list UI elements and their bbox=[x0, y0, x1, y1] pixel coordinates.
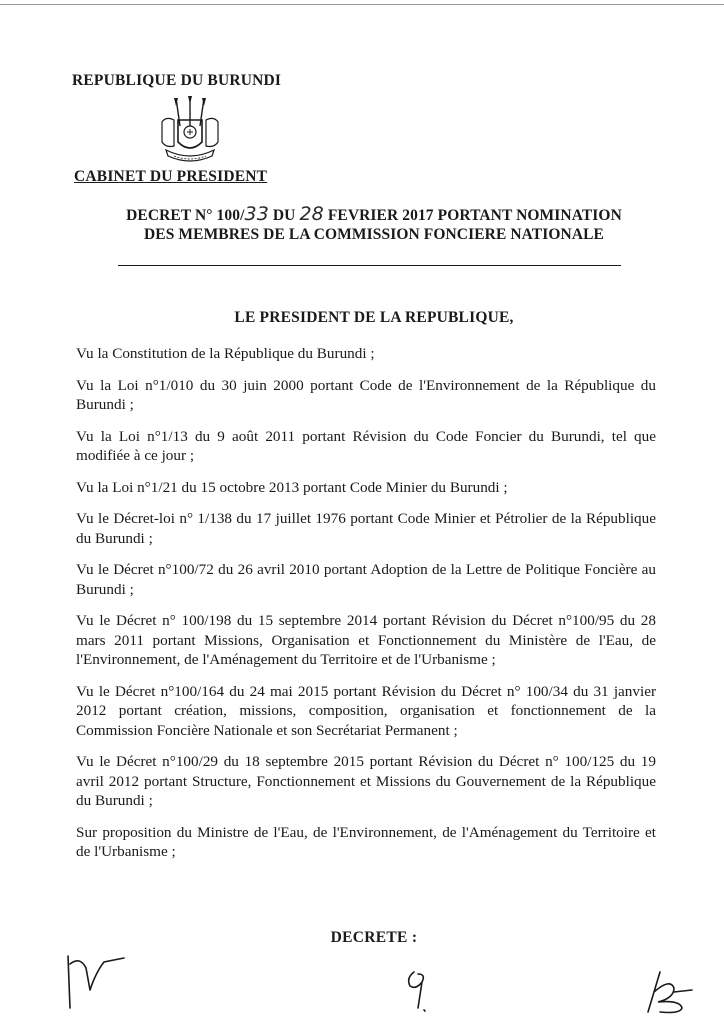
preamble-paragraph: Vu la Constitution de la République du Burundi ; bbox=[76, 345, 375, 362]
decree-title bbox=[74, 205, 674, 244]
country-header: REPUBLIQUE DU BURUNDI bbox=[72, 72, 282, 89]
initials-signature-left-icon bbox=[60, 950, 130, 1012]
decree-day-handwritten: 28 bbox=[299, 203, 324, 225]
decree-title-line-2: DES MEMBRES DE LA COMMISSION FONCIERE NATIONALE bbox=[143, 226, 604, 243]
initials-signature-middle-icon bbox=[400, 968, 436, 1014]
decree-title-suffix: FEVRIER 2017 PORTANT NOMINATION bbox=[323, 207, 622, 224]
decree-title-prefix: DECRET N° 100/ bbox=[126, 207, 245, 224]
preamble-paragraph: Vu le Décret n°100/29 du 18 septembre 2015 portant Révision du Décret n° 100/125 du 19 avril 2012 portant Structure, Fonctionnement et Missions du Gouvernement de la République du Burundi ; bbox=[76, 753, 656, 809]
decree-number-handwritten: 33 bbox=[244, 203, 269, 225]
title-underline-divider bbox=[118, 265, 621, 266]
preamble-paragraph: Vu le Décret-loi n° 1/138 du 17 juillet 1976 portant Code Minier et Pétrolier de la République du Burundi ; bbox=[76, 510, 656, 547]
decree-title-line-1 bbox=[74, 205, 674, 225]
preamble-paragraph: Vu le Décret n°100/164 du 24 mai 2015 portant Révision du Décret n° 100/34 du 31 janvier 2012 portant création, missions, composition, organisation et fonctionnement de la Commission Foncière Nationale et son Secrétariat Permanent ; bbox=[76, 682, 656, 739]
president-heading: LE PRESIDENT DE LA REPUBLIQUE, bbox=[234, 309, 514, 326]
preamble-paragraph: Vu la Loi n°1/21 du 15 octobre 2013 portant Code Minier du Burundi ; bbox=[76, 478, 508, 496]
initials-signature-right-icon bbox=[640, 968, 696, 1016]
preamble-paragraph: Vu la Loi n°1/010 du 30 juin 2000 portant Code de l'Environnement de la République du Burundi ; bbox=[76, 376, 656, 413]
preamble-paragraph: Vu le Décret n°100/72 du 26 avril 2010 portant Adoption de la Lettre de Politique Foncière au Burundi ; bbox=[76, 561, 656, 598]
coat-of-arms-icon bbox=[152, 96, 228, 166]
preamble-paragraph: Vu le Décret n° 100/198 du 15 septembre 2014 portant Révision du Décret n°100/95 du 28 mars 2011 portant Missions, Organisation et Fonctionnement du Ministère de l'Eau, de l'Environnement, de l'Aménagement du Territoire et de l'Urbanisme ; bbox=[76, 612, 656, 668]
preamble-paragraph: Vu la Loi n°1/13 du 9 août 2011 portant Révision du Code Foncier du Burundi, tel que modifiée à ce jour ; bbox=[76, 427, 656, 464]
preamble-body bbox=[76, 344, 656, 874]
decree-title-du: DU bbox=[268, 207, 300, 224]
cabinet-header: CABINET DU PRESIDENT bbox=[74, 168, 268, 185]
preamble-paragraph: Sur proposition du Ministre de l'Eau, de l'Environnement, de l'Aménagement du Territoire et de l'Urbanisme ; bbox=[76, 823, 656, 860]
decrete-heading: DECRETE : bbox=[330, 929, 418, 946]
scan-edge-line bbox=[0, 4, 724, 5]
